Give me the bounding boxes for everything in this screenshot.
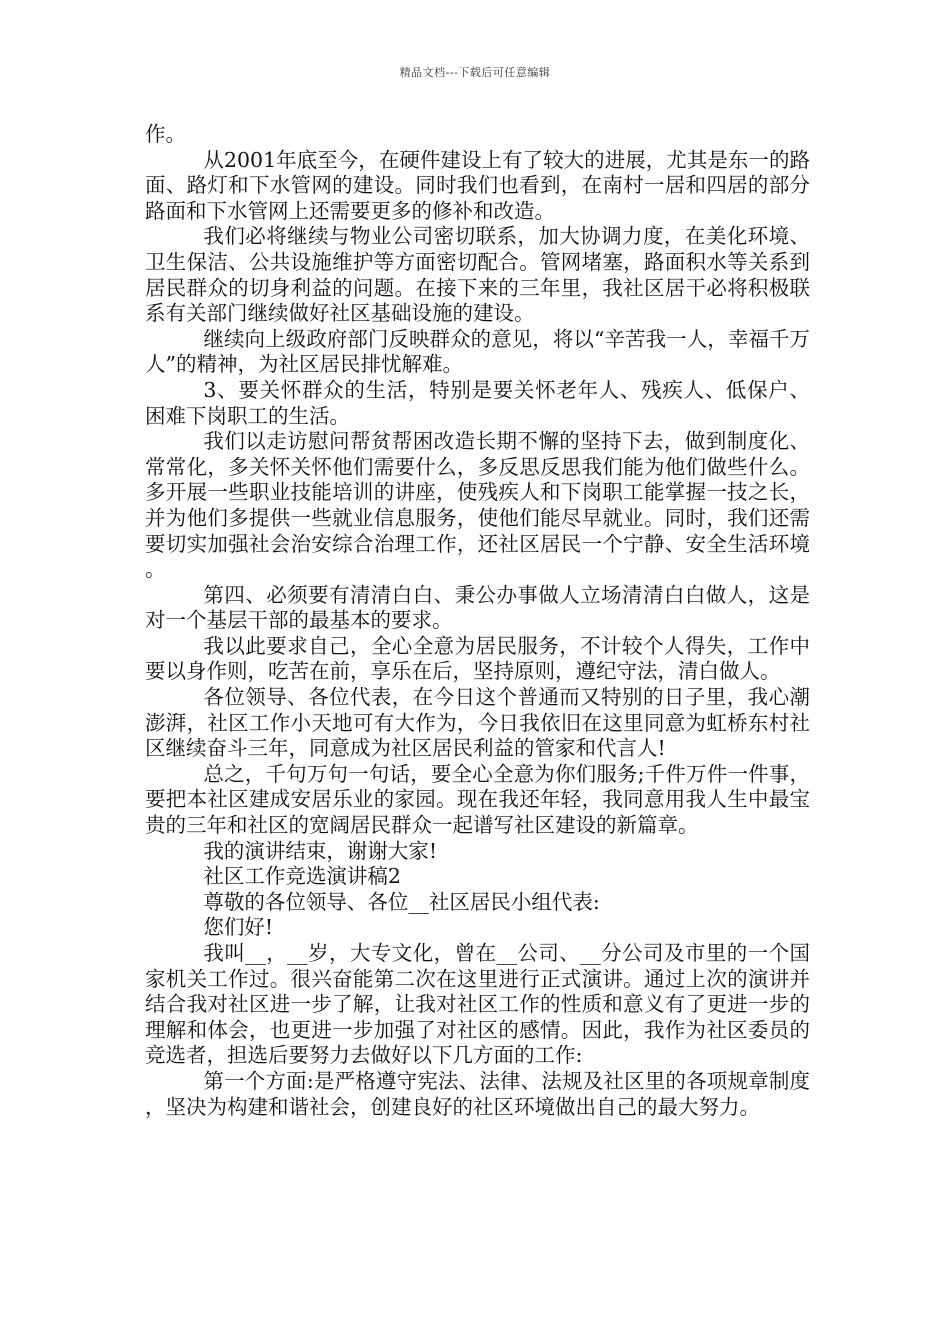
- paragraph: 总之，千句万句一句话，要全心全意为你们服务;千件万件一件事，要把本社区建成安居乐业的家园。现在我还年轻，我同意用我人生中最宝贵的三年和社区的宽阔居民群众一起谱写社区建设的新篇章。: [145, 761, 810, 838]
- paragraph: 我的演讲结束，谢谢大家!: [203, 838, 438, 863]
- paragraph: 作。: [145, 122, 186, 146]
- paragraph: 3、要关怀群众的生活，特别是要关怀老年人、残疾人、低保户、困难下岗职工的生活。: [145, 377, 810, 428]
- paragraph: 第四、必须要有清清白白、秉公办事做人立场清清白白做人，这是对一个基层干部的最基本的要求。: [145, 582, 810, 633]
- section-title: 社区工作竞选演讲稿2: [203, 864, 401, 889]
- salutation: 尊敬的各位领导、各位__社区居民小组代表:: [203, 889, 600, 914]
- paragraph: 我以此要求自己，全心全意为居民服务，不计较个人得失，工作中要以身作则，吃苦在前，享乐在后，坚持原则，遵纪守法，清白做人。: [145, 633, 810, 684]
- document-body: [145, 122, 810, 1120]
- paragraph: 我们以走访慰问帮贫帮困改造长期不懈的坚持下去，做到制度化、常常化，多关怀关怀他们需要什么，多反思反思我们能为他们做些什么。多开展一些职业技能培训的讲座，使残疾人和下岗职工能掌握一技之长，并为他们多提供一些就业信息服务，使他们能尽早就业。同时，我们还需要切实加强社会治安综合治理工作，还社区居民一个宁静、安全生活环境。: [145, 429, 810, 582]
- paragraph: 从2001年底至今，在硬件建设上有了较大的进展，尤其是东一的路面、路灯和下水管网的建设。同时我们也看到，在南村一居和四居的部分路面和下水管网上还需要更多的修补和改造。: [145, 147, 810, 223]
- paragraph: 第一个方面:是严格遵守宪法、法律、法规及社区里的各项规章制度，坚决为构建和谐社会，创建良好的社区环境做出自己的最大努力。: [145, 1068, 810, 1119]
- paragraph: 我们必将继续与物业公司密切联系，加大协调力度，在美化环境、卫生保洁、公共设施维护等方面密切配合。管网堵塞，路面积水等关系到居民群众的切身利益的问题。在接下来的三年里，我社区居干必将积极联系有关部门继续做好社区基础设施的建设。: [145, 224, 810, 326]
- paragraph: 继续向上级政府部门反映群众的意见，将以“辛苦我一人，幸福千万人”的精神，为社区居民排忧解难。: [145, 326, 810, 377]
- page-header: 精品文档---下载后可任意编辑: [399, 66, 551, 79]
- paragraph: 各位领导、各位代表，在今日这个普通而又特别的日子里，我心潮澎湃，社区工作小天地可有大作为，今日我依旧在这里同意为虹桥东村社区继续奋斗三年，同意成为社区居民利益的管家和代言人!: [145, 685, 810, 761]
- greeting: 您们好!: [203, 915, 274, 940]
- paragraph: 我叫__，__岁，大专文化，曾在__公司、__分公司及市里的一个国家机关工作过。很兴奋能第二次在这里进行正式演讲。通过上次的演讲并结合我对社区进一步了解，让我对社区工作的性质和意义有了更进一步的理解和体会，也更进一步加强了对社区的感情。因此，我作为社区委员的竞选者，担选后要努力去做好以下几方面的工作:: [145, 941, 810, 1068]
